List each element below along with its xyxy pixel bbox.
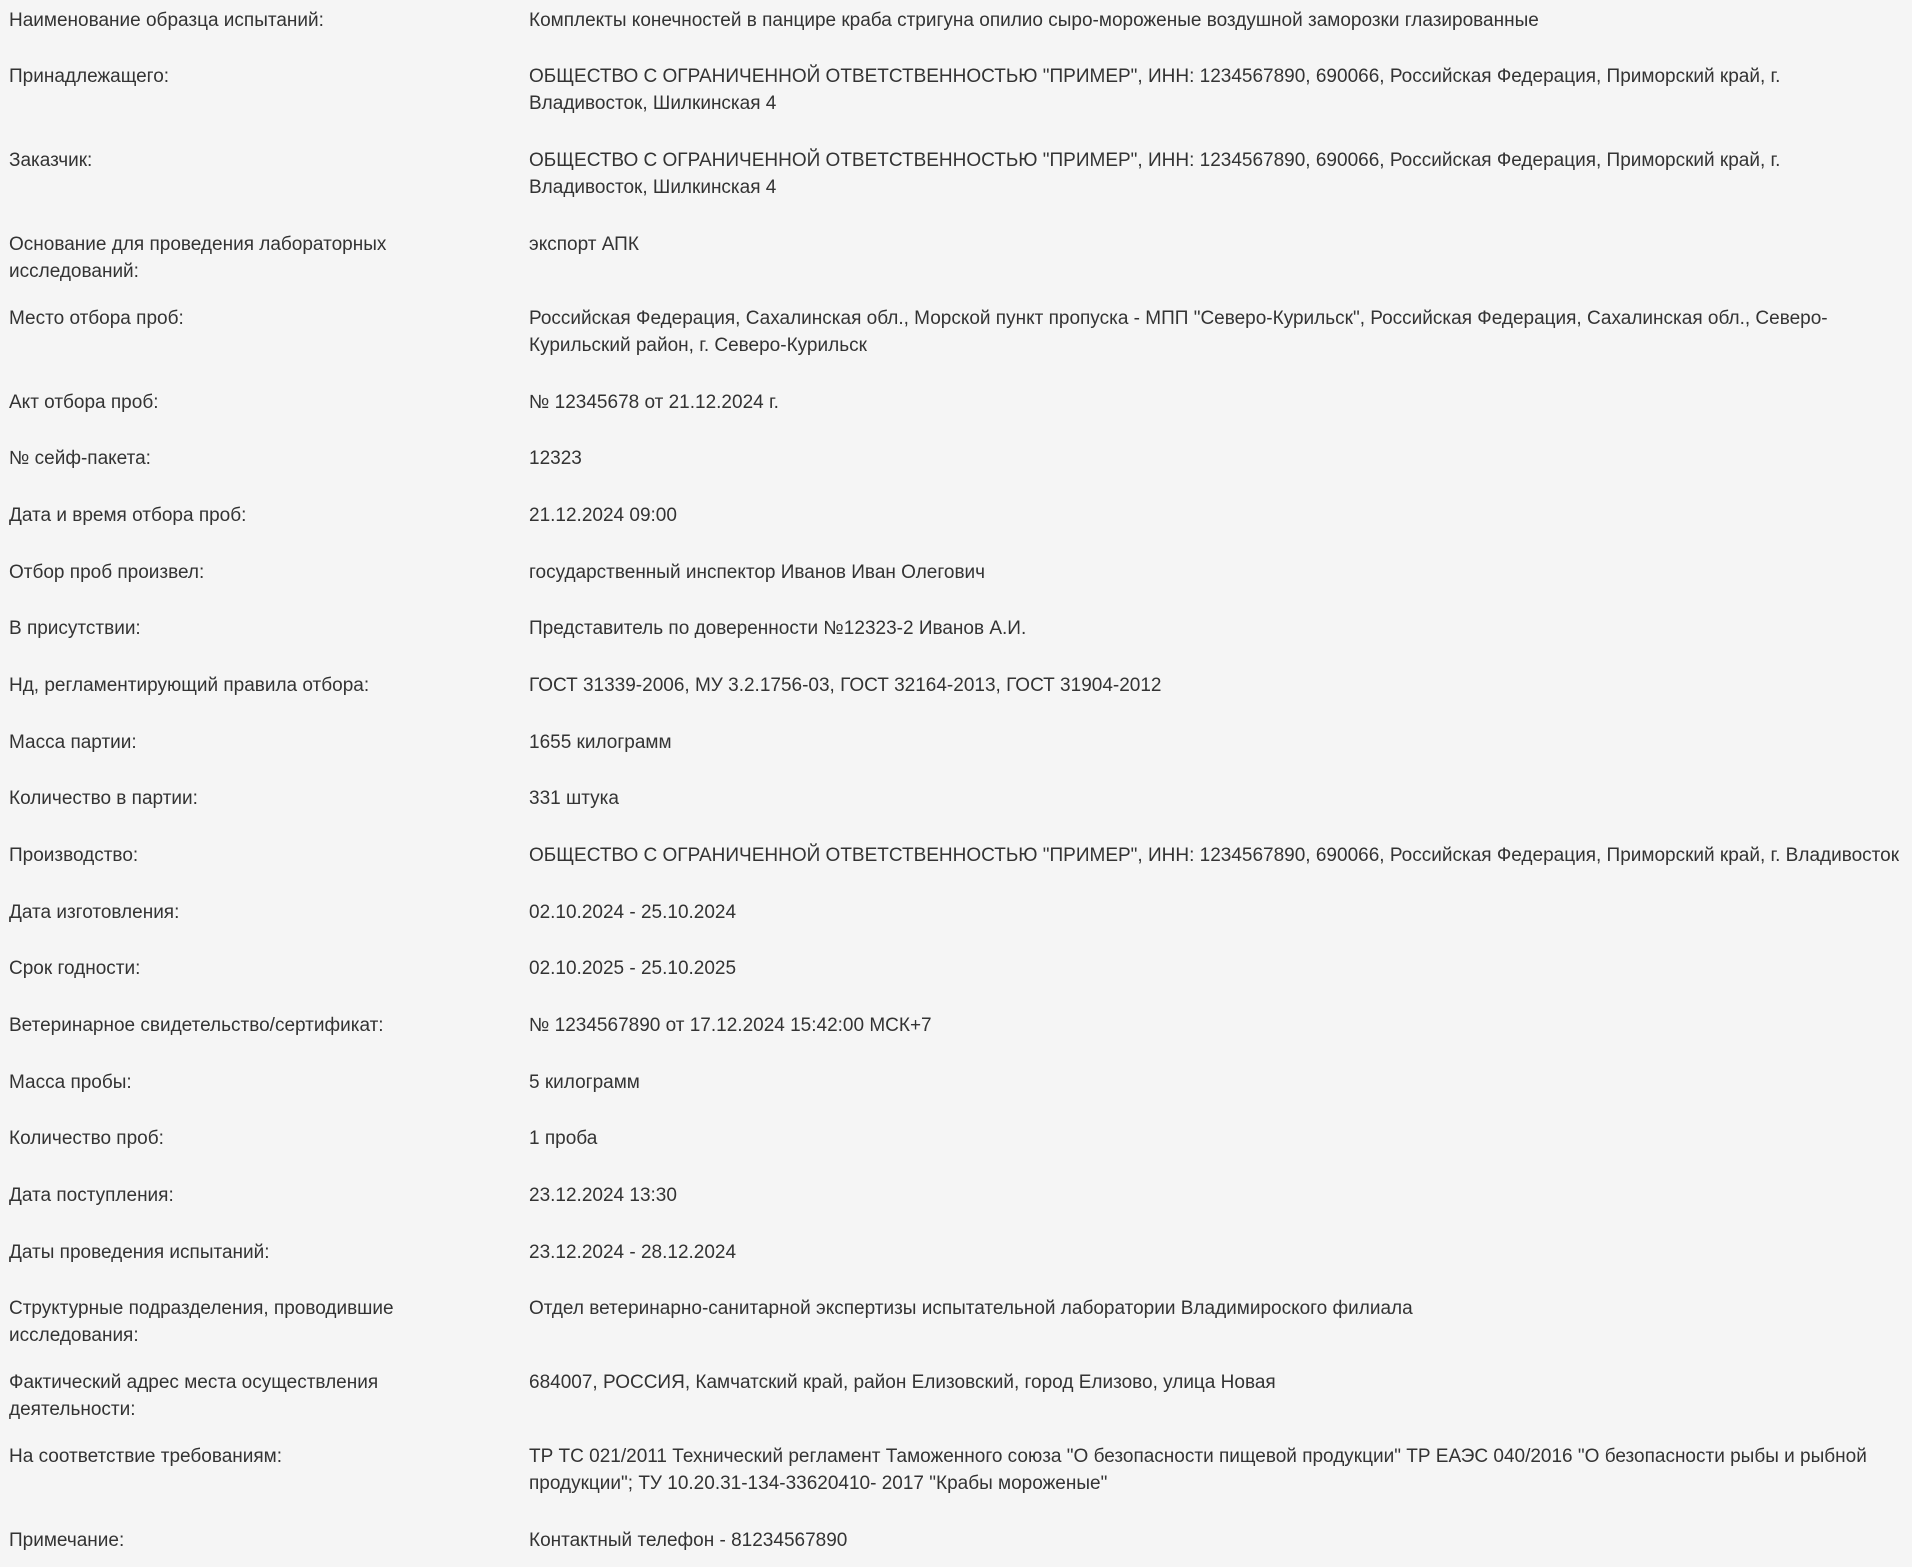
- row-value: 23.12.2024 13:30: [529, 1185, 677, 1206]
- row-value: Комплекты конечностей в панцире краба стригуна опилио сыро-мороженые воздушной заморозки глазированные: [529, 10, 1539, 31]
- row-label: Дата поступления:: [9, 1185, 174, 1206]
- row-sampling-rules: [0, 672, 1912, 729]
- row-value: 1655 килограмм: [529, 732, 672, 753]
- row-sampling-datetime: [0, 502, 1912, 559]
- row-basis: [0, 231, 1912, 305]
- row-actual-address: [0, 1369, 1912, 1443]
- row-value: 5 килограмм: [529, 1072, 640, 1093]
- row-sample-count: [0, 1125, 1912, 1182]
- row-sample-mass: [0, 1069, 1912, 1125]
- row-label: Структурные подразделения, проводившие исследования:: [9, 1298, 394, 1346]
- row-value: ТР ТС 021/2011 Технический регламент Таможенного союза "О безопасности пищевой продукции" ТР ЕАЭС 040/2016 "О безопасности рыбы и рыбной продукции"; ТУ 10.20.31-134-33620410- 2017 "Крабы мороженые": [529, 1446, 1867, 1494]
- row-vet-certificate: [0, 1012, 1912, 1069]
- row-batch-mass: [0, 729, 1912, 785]
- row-value: Контактный телефон - 81234567890: [529, 1530, 848, 1551]
- row-expiry-date: [0, 955, 1912, 1012]
- row-batch-quantity: [0, 785, 1912, 842]
- row-value: ОБЩЕСТВО С ОГРАНИЧЕННОЙ ОТВЕТСТВЕННОСТЬЮ "ПРИМЕР", ИНН: 1234567890, 690066, Российская Федерация, Приморский край, г. Владивосток, Шилкинская 4: [529, 150, 1781, 198]
- row-value: государственный инспектор Иванов Иван Олегович: [529, 562, 986, 583]
- row-value: № 12345678 от 21.12.2024 г.: [529, 392, 779, 413]
- row-sampled-by: [0, 559, 1912, 615]
- row-label: Наименование образца испытаний:: [9, 10, 324, 31]
- row-label: Основание для проведения лабораторных исследований:: [9, 234, 387, 282]
- row-value: 02.10.2024 - 25.10.2024: [529, 902, 737, 923]
- row-label: Заказчик:: [9, 150, 93, 171]
- row-label: № сейф-пакета:: [9, 448, 151, 469]
- row-value: ОБЩЕСТВО С ОГРАНИЧЕННОЙ ОТВЕТСТВЕННОСТЬЮ "ПРИМЕР", ИНН: 1234567890, 690066, Российская Федерация, Приморский край, г. Владивосток, Шилкинская 4: [529, 66, 1781, 114]
- row-label: Масса пробы:: [9, 1072, 132, 1093]
- row-label: Количество проб:: [9, 1128, 164, 1149]
- row-note: [0, 1527, 1912, 1567]
- row-value: экспорт АПК: [529, 234, 639, 255]
- row-customer: [0, 147, 1912, 231]
- row-value: 12323: [529, 448, 582, 469]
- row-label: Нд, регламентирующий правила отбора:: [9, 675, 370, 696]
- row-value: Российская Федерация, Сахалинская обл., Морской пункт пропуска - МПП "Северо-Курильск", Российская Федерация, Сахалинская обл., Северо-Курильский район, г. Северо-Курильск: [529, 308, 1828, 356]
- row-label: Дата и время отбора проб:: [9, 505, 247, 526]
- row-label: Место отбора проб:: [9, 308, 184, 329]
- row-label: Принадлежащего:: [9, 66, 170, 87]
- row-value: 02.10.2025 - 25.10.2025: [529, 958, 737, 979]
- row-label: Количество в партии:: [9, 788, 198, 809]
- row-value: № 1234567890 от 17.12.2024 15:42:00 МСК+7: [529, 1015, 932, 1036]
- row-production: [0, 842, 1912, 899]
- row-value: Отдел ветеринарно-санитарной экспертизы испытательной лаборатории Владимироского филиала: [529, 1298, 1413, 1319]
- row-receipt-date: [0, 1182, 1912, 1239]
- row-label: Акт отбора проб:: [9, 392, 159, 413]
- row-label: Масса партии:: [9, 732, 137, 753]
- row-label: Примечание:: [9, 1530, 125, 1551]
- row-requirements: [0, 1443, 1912, 1527]
- row-label: Фактический адрес места осуществления деятельности:: [9, 1372, 379, 1420]
- row-sampling-place: [0, 305, 1912, 389]
- row-label: Производство:: [9, 845, 139, 866]
- row-label: На соответствие требованиям:: [9, 1446, 283, 1467]
- row-label: Даты проведения испытаний:: [9, 1242, 270, 1263]
- row-label: В присутствии:: [9, 618, 141, 639]
- row-value: 684007, РОССИЯ, Камчатский край, район Елизовский, город Елизово, улица Новая: [529, 1372, 1276, 1393]
- row-value: ОБЩЕСТВО С ОГРАНИЧЕННОЙ ОТВЕТСТВЕННОСТЬЮ "ПРИМЕР", ИНН: 1234567890, 690066, Российская Федерация, Приморский край, г. Владивосток: [529, 845, 1900, 866]
- row-value: 331 штука: [529, 788, 619, 809]
- row-departments: [0, 1295, 1912, 1369]
- row-value: 21.12.2024 09:00: [529, 505, 677, 526]
- row-label: Дата изготовления:: [9, 902, 180, 923]
- row-owner: [0, 63, 1912, 147]
- row-test-dates: [0, 1239, 1912, 1295]
- row-value: 23.12.2024 - 28.12.2024: [529, 1242, 737, 1263]
- row-sample-name: [0, 7, 1912, 63]
- row-label: Срок годности:: [9, 958, 141, 979]
- row-value: 1 проба: [529, 1128, 598, 1149]
- row-label: Отбор проб произвел:: [9, 562, 205, 583]
- row-presence: [0, 615, 1912, 672]
- row-label: Ветеринарное свидетельство/сертификат:: [9, 1015, 384, 1036]
- row-safe-package: [0, 445, 1912, 502]
- row-sampling-act: [0, 389, 1912, 445]
- row-manufacture-date: [0, 899, 1912, 955]
- row-value: Представитель по доверенности №12323-2 Иванов А.И.: [529, 618, 1027, 639]
- row-value: ГОСТ 31339-2006, МУ 3.2.1756-03, ГОСТ 32164-2013, ГОСТ 31904-2012: [529, 675, 1162, 696]
